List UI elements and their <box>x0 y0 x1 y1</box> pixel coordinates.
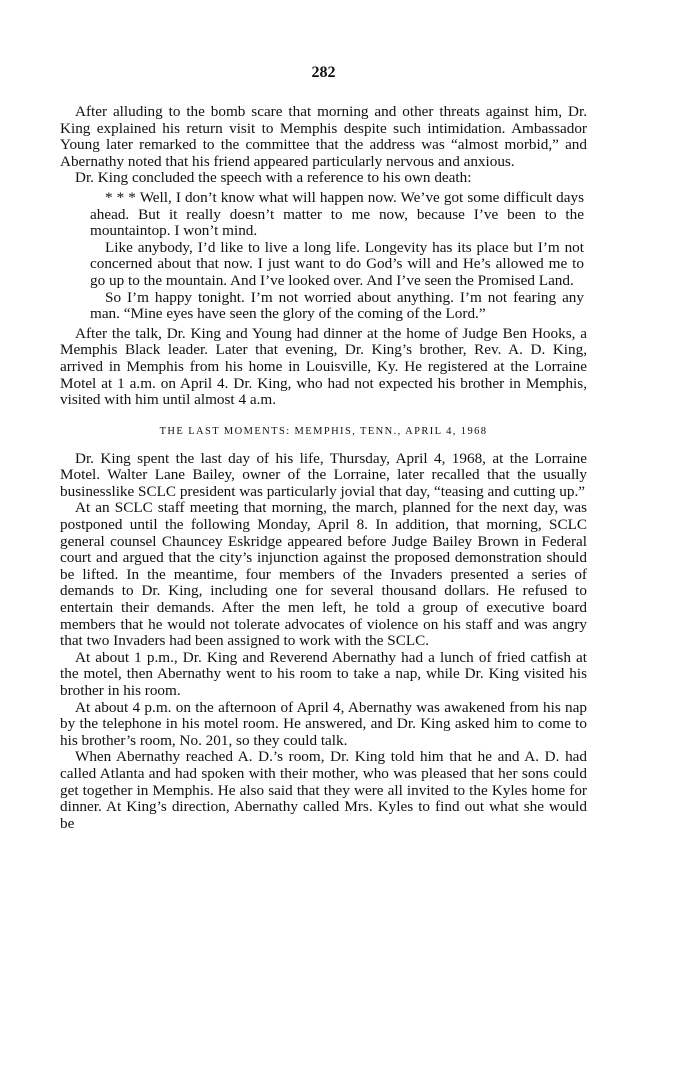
body-paragraph: Dr. King spent the last day of his life, Thursday, April 4, 1968, at the Lorraine Motel. Walter Lane Bailey, owner of the Lorraine, later recalled that the usually businesslike SCLC president was particularly jovial that day, “teasing and cutting up.” <box>60 449 587 500</box>
quote-paragraph: * * * Well, I don’t know what will happen now. We’ve got some difficult days ahead. But it really doesn’t matter to me now, because I’ve been to the mountaintop. I won’t mind. <box>90 188 584 240</box>
quote-paragraph: So I’m happy tonight. I’m not worried about anything. I’m not fearing any man. “Mine eyes have seen the glory of the coming of the Lord.” <box>90 288 584 323</box>
body-paragraph: At an SCLC staff meeting that morning, the march, planned for the next day, was postponed until the following Monday, April 8. In addition, that morning, SCLC general counsel Chauncey Eskridge appeared before Judge Bailey Brown in Federal court and argued that the city’s injunction against the proposed demonstration should be lifted. In the meantime, four members of the Invaders presented a series of demands to Dr. King, including one for several thousand dollars. He refused to entertain their demands. After the men left, he told a group of executive board members that he would not tolerate advocates of violence on his staff and was angry that two Invaders had been assigned to work with the SCLC. <box>60 499 587 650</box>
body-paragraph: After alluding to the bomb scare that morning and other threats against him, Dr. King explained his return visit to Memphis despite such intimidation. Ambassador Young later remarked to the committee that the address was “almost morbid,” and Abernathy noted that his friend appeared particularly nervous and anxious. <box>60 103 587 170</box>
body-paragraph: At about 1 p.m., Dr. King and Reverend Abernathy had a lunch of fried catfish at the motel, then Abernathy went to his room to take a nap, while Dr. King visited his brother in his room. <box>60 648 587 699</box>
page-number: 282 <box>311 64 336 81</box>
body-paragraph: At about 4 p.m. on the afternoon of April 4, Abernathy was awakened from his nap by the telephone in his motel room. He answered, and Dr. King asked him to come to his brother’s room, No. 201, so they could talk. <box>60 698 587 749</box>
block-quote <box>90 190 584 323</box>
document-page <box>60 64 587 832</box>
body-paragraph: After the talk, Dr. King and Young had dinner at the home of Judge Ben Hooks, a Memphis Black leader. Later that evening, Dr. King’s brother, Rev. A. D. King, arrived in Memphis from his home in Louisville, Ky. He registered at the Lorraine Motel at 1 a.m. on April 4. Dr. King, who had not expected his brother in Memphis, visited with him until almost 4 a.m. <box>60 324 587 409</box>
body-paragraph: Dr. King concluded the speech with a reference to his own death: <box>75 169 472 187</box>
body-paragraph: When Abernathy reached A. D.’s room, Dr. King told him that he and A. D. had called Atlanta and had spoken with their mother, who was pleased that her sons could get together in Memphis. He also said that they were all invited to the Kyles home for dinner. At King’s direction, Abernathy called Mrs. Kyles to find out what she would be <box>60 748 587 832</box>
section-heading: THE LAST MOMENTS: MEMPHIS, TENN., APRIL 4, 1968 <box>159 425 488 437</box>
quote-paragraph: Like anybody, I’d like to live a long life. Longevity has its place but I’m not concerned about that now. I just want to do God’s will and He’s allowed me to go up to the mountain. And I’ve looked over. And I’ve seen the Promised Land. <box>90 238 584 289</box>
